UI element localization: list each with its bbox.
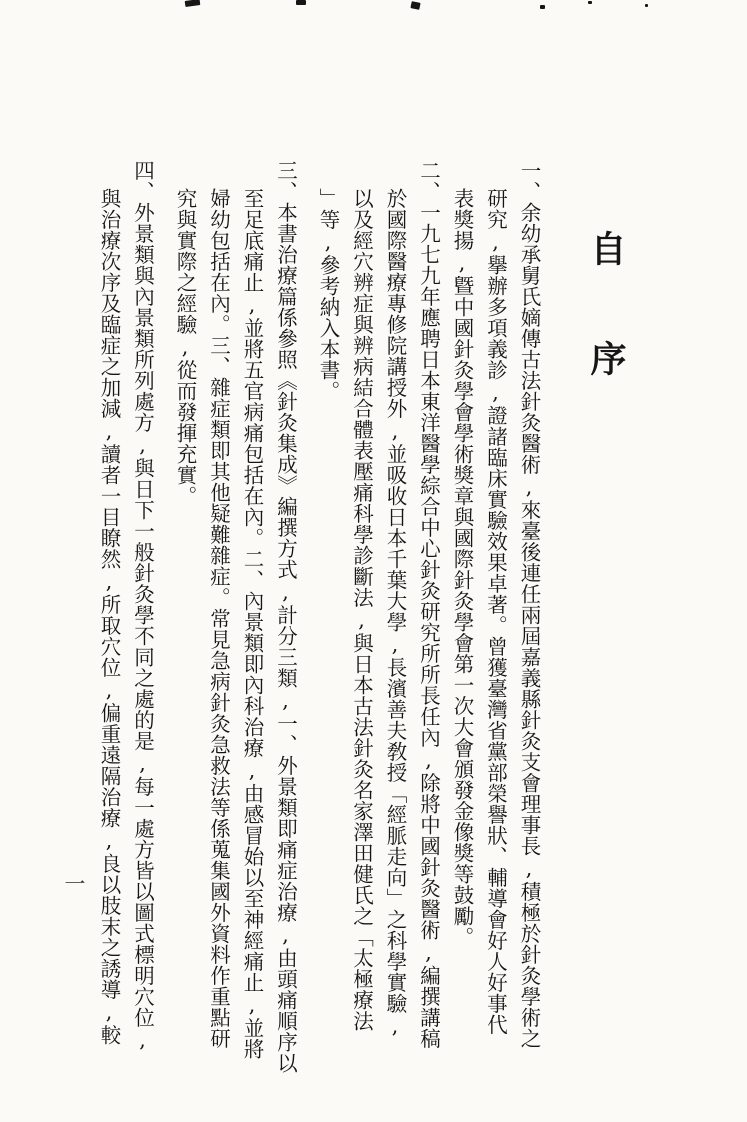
text-column: 研究,擧辦多項義診,證諸臨床實驗效果卓著。曾獲臺灣省黨部榮譽狀、輔導會好人好事代 xyxy=(483,188,508,1035)
text-column: 一、余幼承舅氏嫡傳古法針灸醫術,來臺後連任兩屆嘉義縣針灸支會理事長,積極於針灸學術之 xyxy=(517,160,541,1049)
scan-artifact xyxy=(296,0,306,5)
text-column: 究與實際之經驗,從而發揮充實。 xyxy=(173,188,197,507)
text-column: 三、本書治療篇係參照《針灸集成》編撰方式,計分三類,一、外景類即痛症治療,由頭痛順序以 xyxy=(273,160,298,1074)
text-column: 於國際醫療專修院講授外,並吸收日本千葉大學,長濱善夫敎授「經脈走向」之科學實驗, xyxy=(383,188,407,1039)
scan-artifact xyxy=(645,4,648,7)
text-column: 以及經穴辨症與辨病結合體表壓痛科學診斷法,與日本古法針灸名家澤田健氏之「太極療法 xyxy=(349,188,374,1032)
text-column: 表獎揚,曁中國針灸學會學術獎章與國際針灸學會第一次大會頒發金像獎等鼓勵。 xyxy=(450,188,474,948)
text-column: 與治療次序及臨症之加減,讀者一目瞭然,所取穴位,偏重遠隔治療,良以肢末之誘導,較 xyxy=(97,188,121,1046)
scan-artifact xyxy=(410,1,420,10)
scan-artifact xyxy=(185,0,201,7)
text-column: 二、一九七九年應聘日本東洋醫學綜合中心針灸研究所所長任內,除將中國針灸醫術,編撰講稿 xyxy=(416,160,441,1049)
scan-artifact xyxy=(540,5,545,9)
text-column: 婦幼包括在內。三、雜症類即其他疑難雜症。常見急病針灸急救法等係蒐集國外資料作重點研 xyxy=(206,188,231,1049)
page-number: 一 xyxy=(64,872,86,896)
text-column: 」等,參考納入本書。 xyxy=(316,188,340,402)
text-column: 四、外景類與內景類所列處方,與日下一般針灸學不同之處的是,每一處方皆以圖式標明穴位, xyxy=(130,160,155,1053)
preface-text-block xyxy=(92,160,546,1074)
page-title: 自序 xyxy=(585,230,627,450)
scan-artifact xyxy=(588,1,592,4)
text-column: 至足底痛止,並將五官病痛包括在內。二、內景類即內科治療,由感冒始以至神經痛止,並將 xyxy=(240,188,264,1060)
